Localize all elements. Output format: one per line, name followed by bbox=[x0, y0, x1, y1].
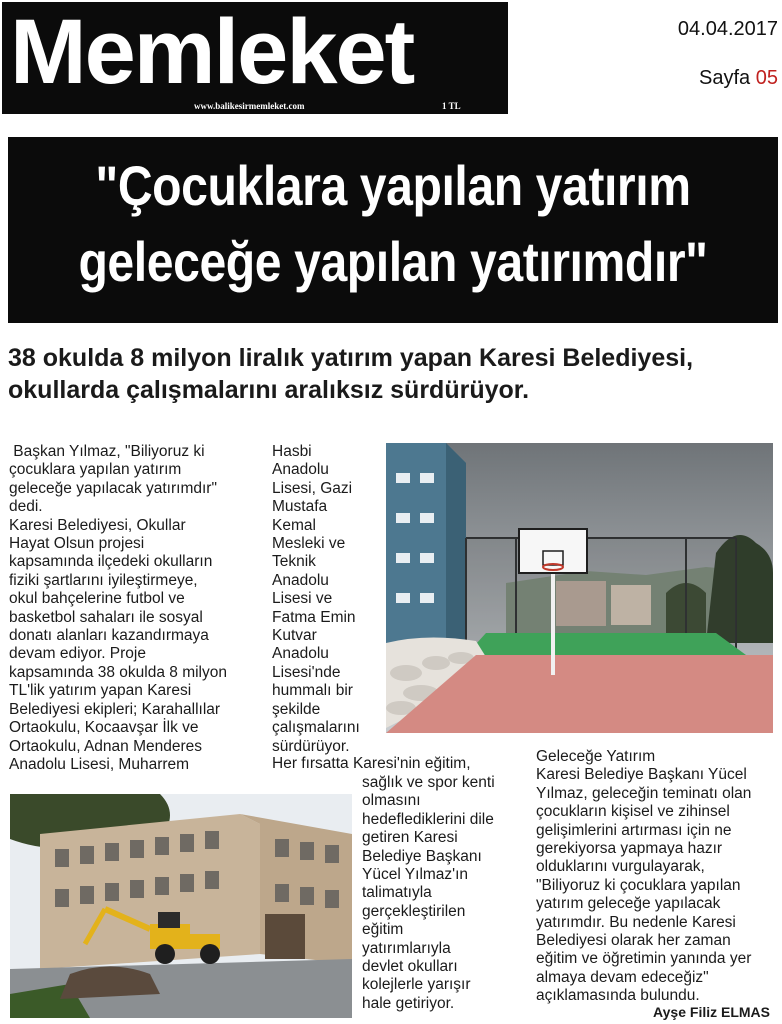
website-url: www.balikesirmemleket.com bbox=[194, 101, 305, 111]
school-building-image bbox=[10, 794, 352, 1018]
headline-line-1: "Çocuklara yapılan yatırım bbox=[95, 154, 691, 217]
text-line: sağlık ve spor kenti bbox=[362, 774, 495, 791]
text-line: Mesleki ve bbox=[272, 535, 346, 553]
page-label: Sayfa bbox=[699, 67, 751, 89]
text-line: devlet okulları bbox=[362, 958, 458, 976]
text-line: açıklamasında bulundu. bbox=[536, 987, 700, 1005]
text-line: olduklarını vurgulayarak, bbox=[536, 858, 705, 876]
text-line: Hasbi bbox=[272, 443, 312, 460]
text-line: Yılmaz, geleceğin teminatı olan bbox=[536, 784, 752, 802]
text-line: Lisesi'nde bbox=[272, 663, 341, 681]
text-line: Anadolu bbox=[272, 461, 329, 479]
article-column-3 bbox=[536, 748, 774, 1006]
text-line: Teknik bbox=[272, 553, 316, 571]
page-number-value: 05 bbox=[755, 67, 778, 89]
page-number bbox=[640, 67, 778, 90]
text-line: okul bahçelerine futbol ve bbox=[9, 590, 185, 608]
article-column-1 bbox=[9, 443, 254, 774]
text-line: Anadolu bbox=[272, 645, 329, 663]
text-line: Lisesi ve bbox=[272, 590, 333, 608]
text-line: hedeflediklerini dile bbox=[362, 810, 494, 828]
text-line: Belediyesi ekipleri; Karahallılar bbox=[9, 700, 221, 718]
text-line: gerçekleştirilen bbox=[362, 902, 466, 920]
author-byline: Ayşe Filiz ELMAS bbox=[653, 1004, 770, 1020]
text-line: Yücel Yılmaz'ın bbox=[362, 866, 469, 884]
text-line: kolejlerle yarışır bbox=[362, 976, 471, 994]
text-line: Kutvar bbox=[272, 627, 317, 645]
headline-banner bbox=[8, 137, 778, 323]
text-line: dedi. bbox=[9, 498, 43, 516]
text-line: çalışmalarını bbox=[272, 719, 360, 737]
text-line: kapsamında 38 okulda 8 milyon bbox=[9, 663, 227, 681]
text-line: basketbol sahaları ile sosyal bbox=[9, 608, 203, 626]
text-line: geleceğe yapılacak yatırımdır" bbox=[9, 479, 217, 497]
text-line: sürdürüyor. bbox=[272, 737, 350, 755]
text-line: Lisesi, Gazi bbox=[272, 479, 353, 497]
price-label: 1 TL bbox=[442, 101, 461, 111]
issue-date: 04.04.2017 bbox=[677, 18, 778, 40]
text-line: fiziki şartlarını iyileştirmeye, bbox=[9, 571, 198, 589]
text-line: Kemal bbox=[272, 516, 316, 534]
text-line: Karesi Belediyesi, Okullar bbox=[9, 516, 186, 534]
text-line: Hayat Olsun projesi bbox=[9, 535, 145, 553]
article-column-2 bbox=[272, 443, 377, 756]
text-line: donatı alanları kazandırmaya bbox=[9, 627, 209, 645]
text-line: Karesi Belediye Başkanı Yücel bbox=[536, 766, 747, 784]
basketball-court-photo bbox=[386, 443, 773, 733]
text-line: yatırımlarıyla bbox=[362, 939, 451, 957]
school-building-photo bbox=[10, 794, 352, 1018]
text-line: Fatma Emin bbox=[272, 608, 356, 626]
newspaper-logo: Memleket bbox=[10, 1, 414, 103]
text-line: Mustafa bbox=[272, 498, 328, 516]
text-line: TL'lik yatırım yapan Karesi bbox=[9, 682, 192, 700]
text-line: getiren Karesi bbox=[362, 829, 458, 847]
text-line: gerekiyorsa yapmaya hazır bbox=[536, 840, 723, 858]
text-line: Anadolu Lisesi, Muharrem bbox=[9, 755, 190, 773]
text-line: Geleceğe Yatırım bbox=[536, 748, 656, 765]
text-line: almaya devam edeceğiz" bbox=[536, 968, 709, 986]
masthead bbox=[2, 2, 508, 114]
text-line: çocukların kişisel ve zihinsel bbox=[536, 803, 730, 821]
text-line: Belediye Başkanı bbox=[362, 847, 482, 865]
subheadline: 38 okulda 8 milyon liralık yatırım yapan Karesi Belediyesi, okullarda çalışmalarını aralıksız sürdürüyor. bbox=[8, 344, 694, 404]
text-line: kapsamında ilçedeki okulların bbox=[9, 553, 213, 571]
text-line: yatırımdır. Bu nedenle Karesi bbox=[536, 913, 736, 931]
text-line: eğitim ve öğretimin yanında yer bbox=[536, 950, 752, 968]
text-line: Anadolu bbox=[272, 571, 329, 589]
text-line: hale getiriyor. bbox=[362, 994, 455, 1012]
text-line: talimatıyla bbox=[362, 884, 432, 902]
text-line: şekilde bbox=[272, 700, 321, 718]
article-column-2-continuation: Her fırsatta Karesi'nin eğitim, bbox=[272, 755, 471, 772]
article-column-2-rest bbox=[362, 774, 512, 1013]
text-line: devam ediyor. Proje bbox=[9, 645, 146, 663]
text-line: çocuklara yapılan yatırım bbox=[9, 461, 182, 479]
text-line: yatırım geleceğe yapılacak bbox=[536, 895, 721, 913]
text-line: hummalı bir bbox=[272, 682, 353, 700]
basketball-court-image bbox=[386, 443, 773, 733]
text-line: Başkan Yılmaz, "Biliyoruz ki bbox=[9, 443, 205, 460]
text-line: eğitim bbox=[362, 921, 404, 939]
text-line: olmasını bbox=[362, 792, 421, 810]
text-line: Ortaokulu, Kocaavşar İlk ve bbox=[9, 719, 199, 737]
text-line: Belediyesi olarak her zaman bbox=[536, 932, 731, 950]
text-line: gelişimlerini artırması için ne bbox=[536, 821, 732, 839]
headline-line-2: geleceğe yapılan yatırımdır" bbox=[78, 230, 708, 293]
text-line: Ortaokulu, Adnan Menderes bbox=[9, 737, 203, 755]
text-line: "Biliyoruz ki çocuklara yapılan bbox=[536, 876, 741, 894]
